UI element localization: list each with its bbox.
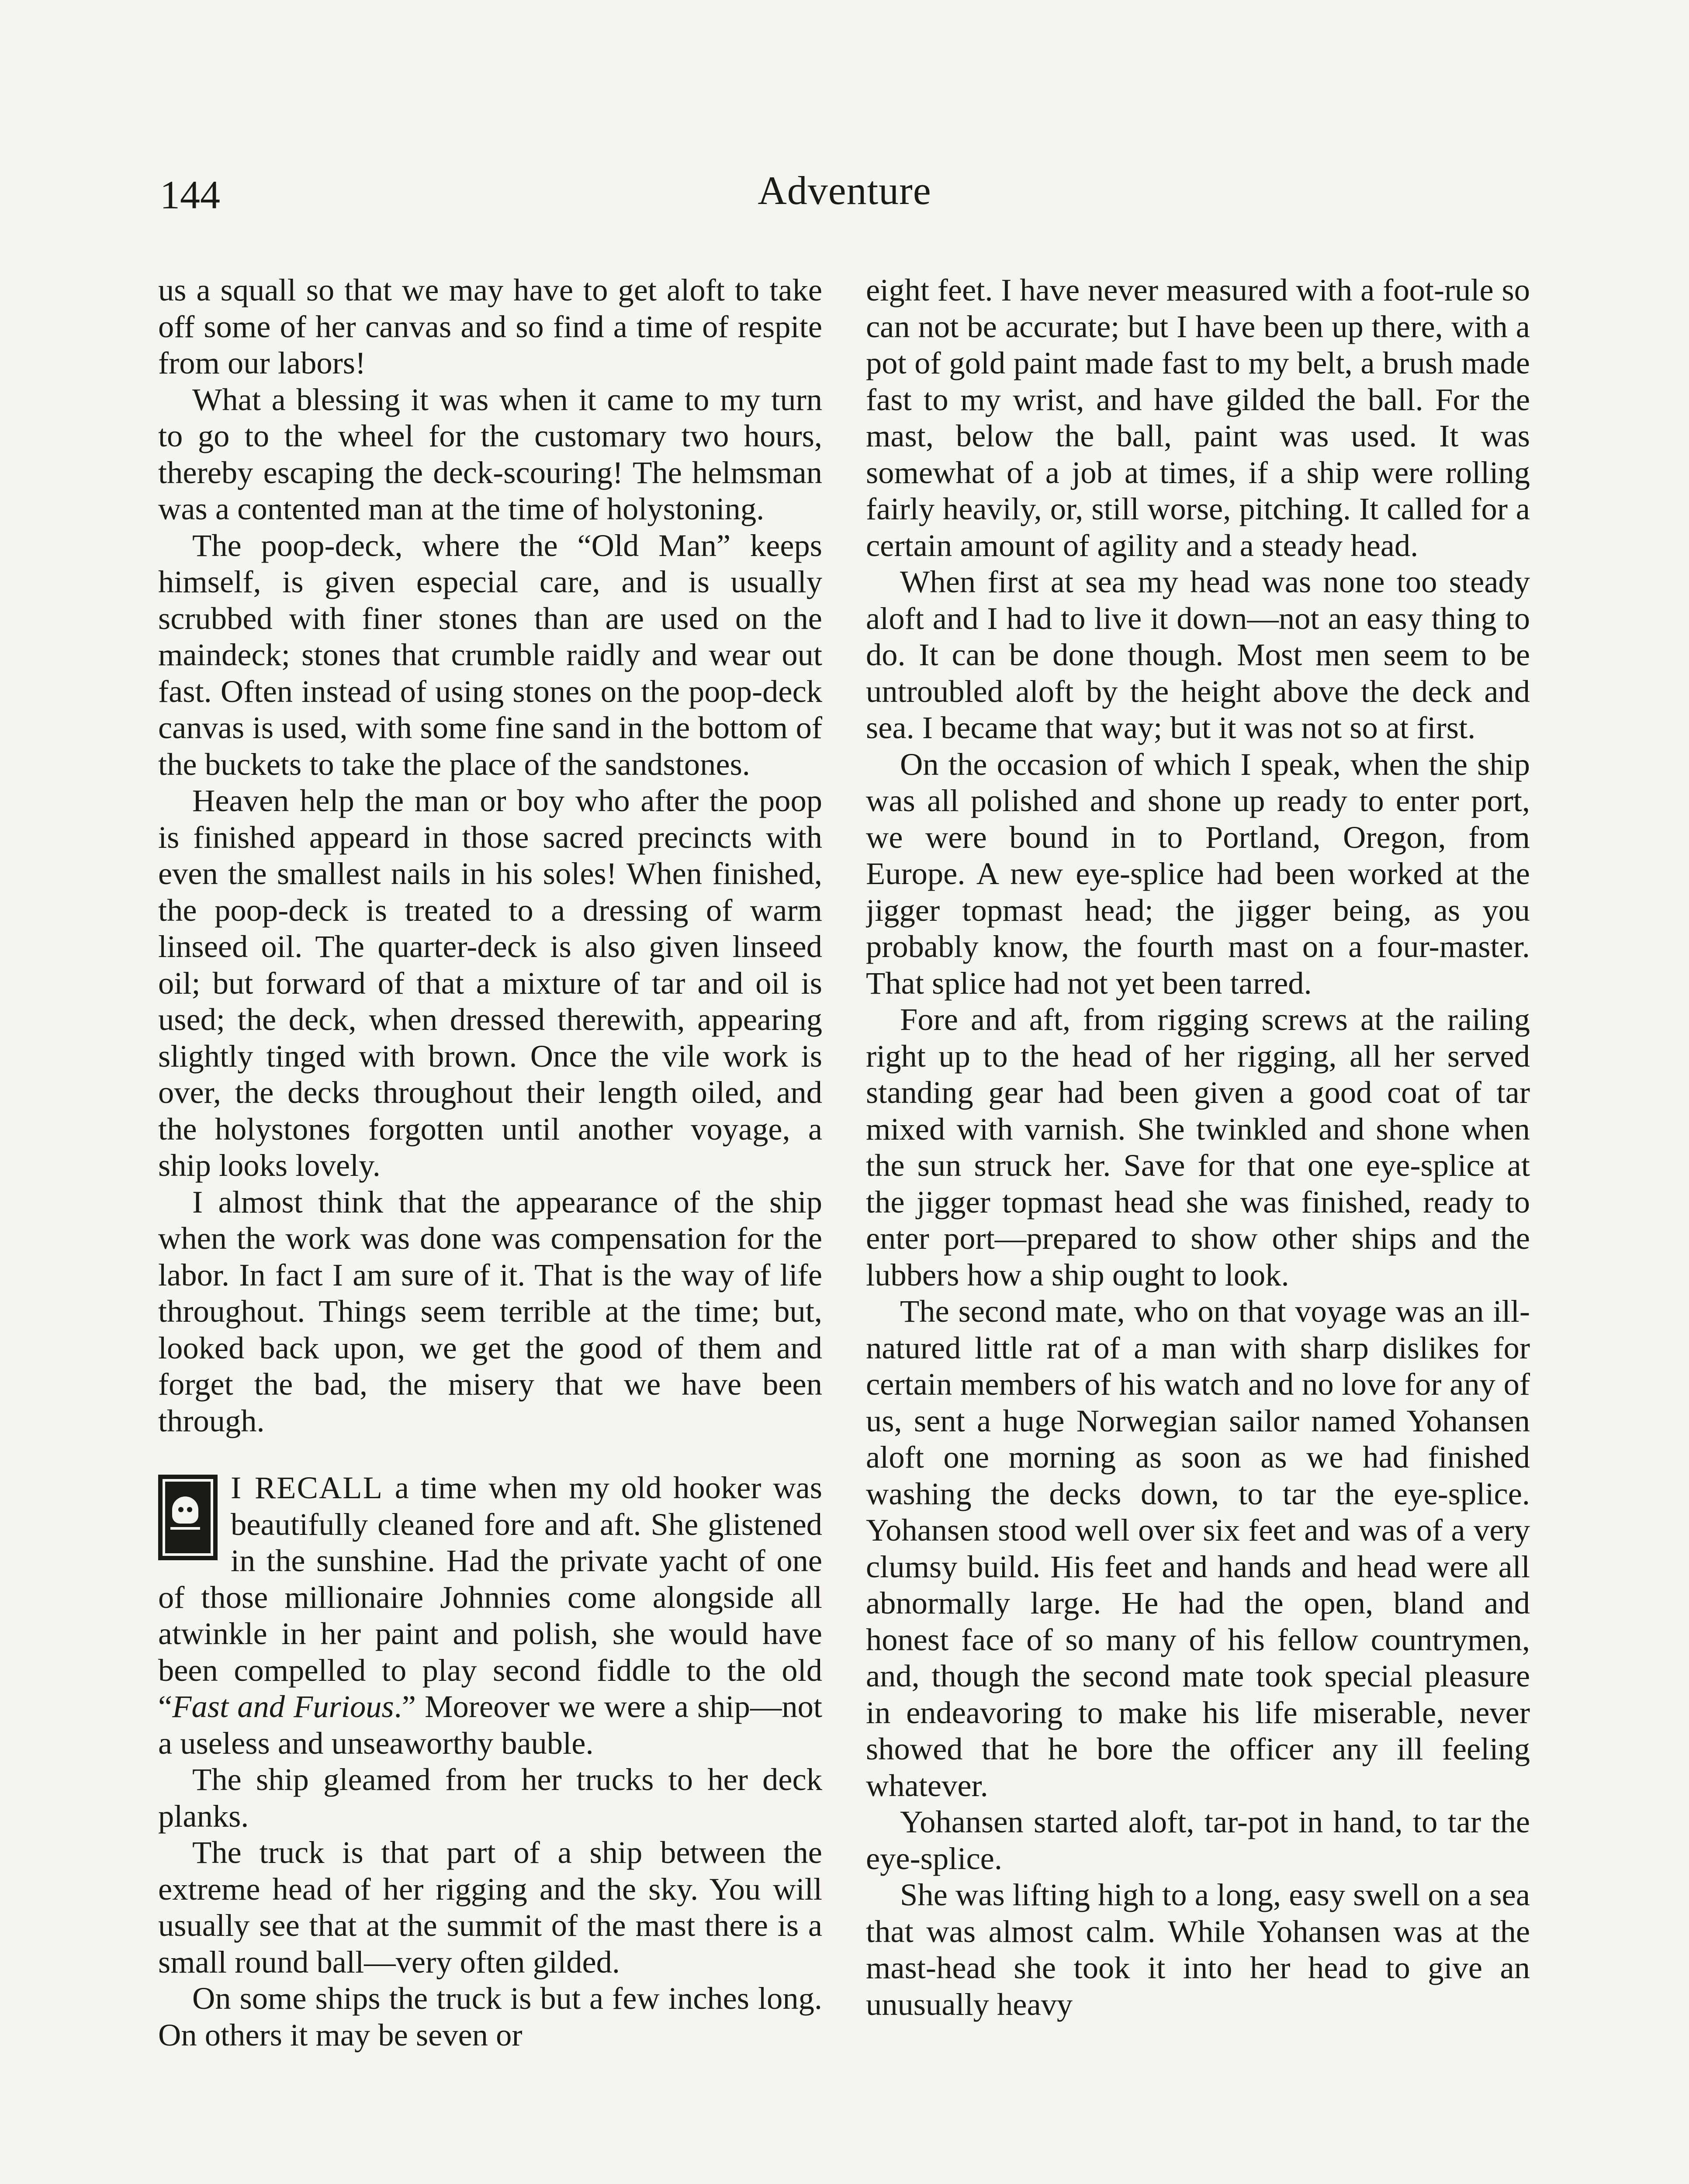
running-head-title: Adventure [758, 168, 931, 213]
section-lead-words: I RECALL [231, 1470, 383, 1505]
paragraph: Yohansen started aloft, tar-pot in hand, to tar the eye-splice. [866, 1804, 1530, 1876]
paragraph: us a squall so that we may have to get aloft to take off some of her canvas and so find a time of respite from our labors! [158, 272, 822, 380]
paragraph: The truck is that part of a ship between the extreme head of her rigging and the sky. You will usually see that at the summit of the mast there is a small round ball—very often gilded. [158, 1835, 822, 1980]
paragraph: eight feet. I have never measured with a foot-rule so can not be accurate; but I have been up there, with a pot of gold paint made fast to my belt, a brush made fast to my wrist, and have gilded the ball. For the mast, below the ball, paint was used. It was somewhat of a job at times, if a ship were rolling fairly heavily, or, still worse, pitching. It called for a certain amount of agility and a steady head. [866, 272, 1530, 563]
page-number: 144 [160, 173, 220, 217]
section-break [158, 1439, 822, 1469]
ship-name: Fast and Furious [172, 1689, 394, 1724]
paragraph-text: a time when my old hooker was beautifully cleaned fore and aft. She glistened in the sunshine. Had the private yacht of one of those millionaire Johnnies come alongside all atwinkle in her paint and polish, she would have been compelled to play second fiddle to the old “ [158, 1470, 822, 1724]
paragraph: What a blessing it was when it came to my turn to go to the wheel for the customary two hours, thereby escaping the deck-scouring! The helmsman was a contented man at the time of holystoning. [158, 381, 822, 526]
paragraph: The ship gleamed from her trucks to her deck planks. [158, 1762, 822, 1834]
paragraph: I almost think that the appearance of the ship when the work was done was compensation for the labor. In fact I am sure of it. That is the way of life throughout. Things seem terrible at the time; but, looked back upon, we get the good of them and forget the bad, the misery that we have been through. [158, 1184, 822, 1438]
paragraph: On some ships the truck is but a few inches long. On others it may be seven or [158, 1980, 822, 2053]
paragraph: Fore and aft, from rigging screws at the railing right up to the head of her rigging, all her served standing gear had been given a good coat of tar mixed with varnish. She twinkled and shone when the sun struck her. Save for that one eye-splice at the jigger topmast head she was finished, ready to enter port—prepared to show other ships and the lubbers how a ship ought to look. [866, 1002, 1530, 1292]
left-column [158, 272, 822, 2184]
paragraph: The second mate, who on that voyage was an ill-natured little rat of a man with sharp dislikes for certain members of his watch and no love for any of us, sent a huge Norwegian sailor named Yohansen aloft one morning as soon as we had finished washing the decks down, to tar the eye-splice. Yohansen stood well over six feet and was of a very clumsy build. His feet and hands and head were all abnormally large. He had the open, bland and honest face of so many of his fellow countrymen, and, though the second mate took special pleasure in endeavoring to make his life miserable, never showed that he bore the officer any ill feeling whatever. [866, 1293, 1530, 1803]
paragraph-text: .” Moreover we were a ship—not a useless and unseaworthy bauble. [158, 1689, 822, 1761]
paragraph: The poop-deck, where the “Old Man” keeps himself, is given especial care, and is usually scrubbed with finer stones than are used on the maindeck; stones that crumble raidly and wear out fast. Often instead of using stones on the poop-deck canvas is used, with some fine sand in the bottom of the buckets to take the place of the sandstones. [158, 527, 822, 782]
paragraph: She was lifting high to a long, easy swell on a sea that was almost calm. While Yohansen was at the mast-head she took it into her head to give an unusually heavy [866, 1877, 1530, 2022]
section-opening-paragraph [158, 1469, 822, 1761]
ornamental-initial-icon [158, 1475, 218, 1560]
paragraph: Heaven help the man or boy who after the poop is finished appeard in those sacred precincts with even the smallest nails in his soles! When finished, the poop-deck is treated to a dressing of warm linseed oil. The quarter-deck is also given linseed oil; but forward of that a mixture of tar and oil is used; the deck, when dressed therewith, appearing slightly tinged with brown. Once the vile work is over, the decks throughout their length oiled, and the holystones forgotten until another voyage, a ship looks lovely. [158, 783, 822, 1183]
paragraph: When first at sea my head was none too steady aloft and I had to live it down—not an easy thing to do. It can be done though. Most men seem to be untroubled aloft by the height above the deck and sea. I became that way; but it was not so at first. [866, 564, 1530, 745]
paragraph: On the occasion of which I speak, when the ship was all polished and shone up ready to enter port, we were bound in to Portland, Oregon, from Europe. A new eye-splice had been worked at the jigger topmast head; the jigger being, as you probably know, the fourth mast on a four-master. That splice had not yet been tarred. [866, 746, 1530, 1001]
right-column [866, 272, 1530, 2184]
